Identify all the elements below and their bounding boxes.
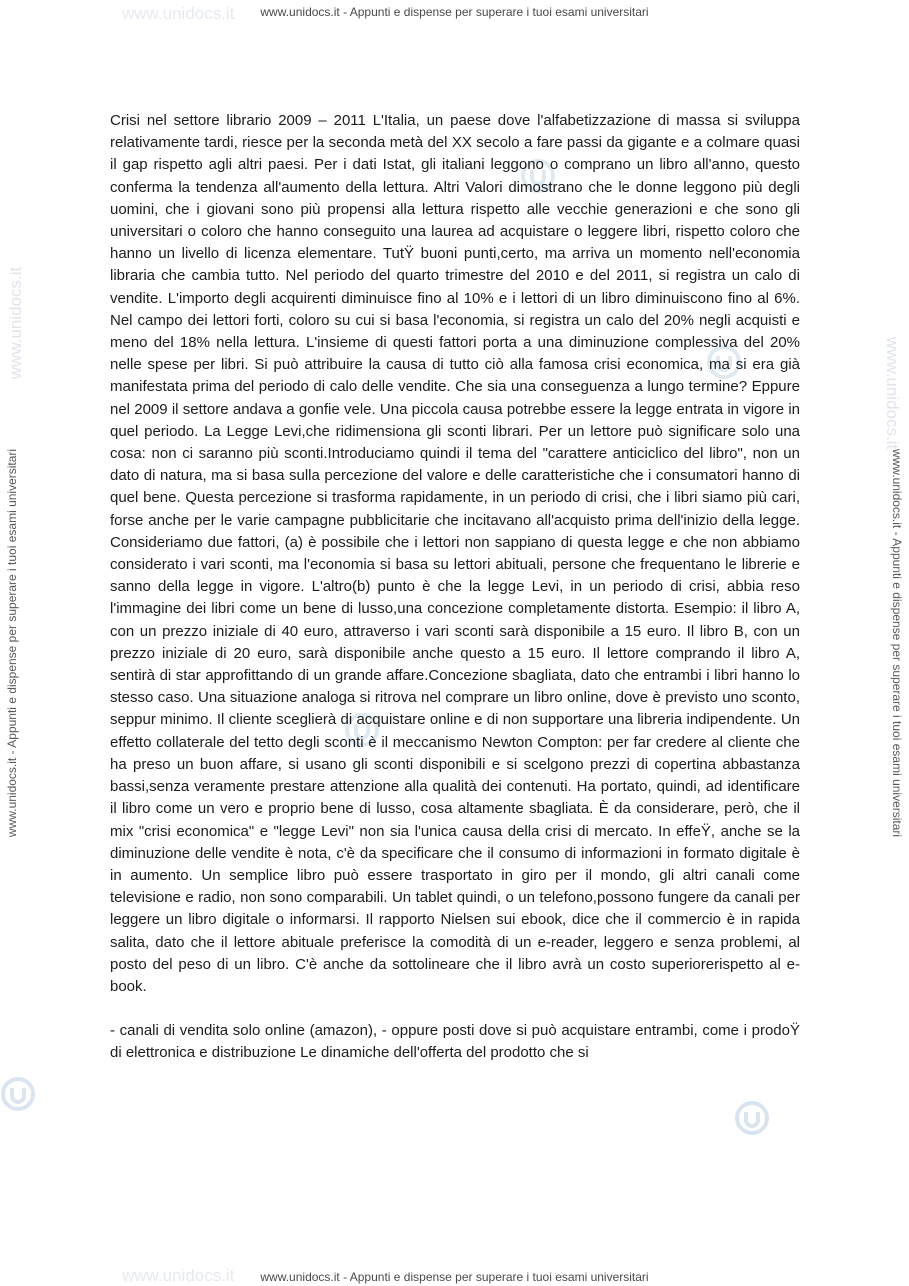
right-side-watermark: www.unidocs.it - Appunti e dispense per superare i tuoi esami universitari	[890, 448, 904, 838]
header-watermark: www.unidocs.it - Appunti e dispense per superare i tuoi esami universitari	[260, 5, 649, 19]
left-ghost-watermark: www.unidocs.it	[6, 266, 25, 380]
unidocs-logo-icon	[0, 1076, 36, 1112]
left-side-watermark: www.unidocs.it - Appunti e dispense per superare i tuoi esami universitari	[5, 448, 19, 838]
document-body	[110, 110, 800, 1065]
ghost-watermark-top-left: www.unidocs.it	[122, 4, 235, 23]
body-paragraph: Crisi nel settore librario 2009 – 2011 L'Italia, un paese dove l'alfabetizzazione di massa si sviluppa relativamente tardi, riesce per la seconda metà del XX secolo a fare passi da gigante e a colmare quasi il gap rispetto agli altri paesi. Per i dati Istat, gli italiani leggono o comprano un libro all'anno, questo conferma la tendenza all'aumento della lettura. Altri Valori dimostrano che le donne leggono più degli uomini, che i giovani sono più propensi alla lettura rispetto alle vecchie generazioni e che sono gli universitari o coloro che hanno conseguito una laurea ad acquistare o leggere libri, rispetto coloro che hanno un livello di licenza elementare. TutŸ buoni punti,certo, ma arriva un momento nell'economia libraria che cambia tutto. Nel periodo del quarto trimestre del 2010 e del 2011, si registra un calo di vendite. L'importo degli acquirenti diminuisce fino al 10% e i lettori di un libro diminuiscono fino al 6%. Nel campo dei lettori forti, coloro su cui si basa l'economia, si registra un calo del 20% negli acquisti e meno del 18% nella lettura. L'insieme di questi fattori porta a una diminuzione complessiva del 20% nelle spese per libri. Si può attribuire la causa di tutto ciò alla famosa crisi economica, ma si era già manifestata prima del periodo di calo delle vendite. Che sia una conseguenza a lungo termine? Eppure nel 2009 il settore andava a gonfie vele. Una piccola causa potrebbe essere la legge entrata in vigore in quel periodo. La Legge Levi,che ridimensiona gli sconti librari. Per un lettore può significare solo una cosa: non ci saranno più sconti.Introduciamo quindi il tema del "carattere anticiclico del libro", non un dato di natura, ma si basa sulla percezione del valore e delle caratteristiche che i consumatori hanno di quel bene. Questa percezione si trasforma rapidamente, in un periodo di crisi, che i libri siamo più cari, forse anche per le varie campagne pubblicitarie che incitavano all'acquisto prima dell'inizio della legge. Consideriamo due fattori, (a) è possibile che i lettori non sappiano di questa legge e che non abbiamo considerato i vari sconti, ma l'economia si basa su lettori abituali, persone che frequentano le librerie e sanno della legge in vigore. L'altro(b) punto è che la legge Levi, in un periodo di crisi, abbia reso l'immagine dei libri come un bene di lusso,una concezione completamente distorta. Esempio: il libro A, con un prezzo iniziale di 40 euro, attraverso i vari sconti sarà disponibile a 15 euro. Il libro B, con un prezzo iniziale di 20 euro, sarà disponibile anche questo a 15 euro. Il lettore comprando il libro A, sentirà di star approfittando di un grande affare.Concezione sbagliata, dato che entrambi i libri hanno lo stesso caso. Una situazione analoga si ritrova nel comprare un libro online, dove è previsto uno sconto, seppur minimo. Il cliente sceglierà di acquistare online e di non supportare una libreria indipendente. Un effetto collaterale del tetto degli sconti è il meccanismo Newton Compton: per far credere al cliente che ha preso un buon affare, si usano gli sconti disponibili e si scelgono prezzi di copertina abbastanza bassi,senza veramente prestare attenzione alla qualità dei contenuti. Ha portato, quindi, ad identificare il libro come un vero e proprio bene di lusso, cosa altamente sbagliata. È da considerare, però, che il mix "crisi economica" e "legge Levi" non sia l'unica causa della crisi di mercato. In effeŸ, anche se la diminuzione delle vendite è nota, c'è da specificare che il consumo di informazioni in formato digitale è in aumento. Un semplice libro può essere trasportato in giro per il mondo, gli altri canali come televisione e radio, non sono comparabili. Un tablet quindi, o un telefono,possono fungere da canali per leggere un libro digitale o informarsi. Il rapporto Nielsen sui ebook, dice che il commercio è in rapida salita, dato che il lettore abituale preferisce la comodità di un e-reader, leggero e senza problemi, al posto del peso di un libro. C'è anche da sottolineare che il libro avrà un costo superiorerispetto al e-book.	[110, 112, 800, 995]
unidocs-logo-icon	[734, 1100, 770, 1136]
body-paragraph: - canali di vendita solo online (amazon), - oppure posti dove si può acquistare entrambi, come i prodoŸ di elettronica e distribuzione Le dinamiche dell'offerta del prodotto che si	[110, 1022, 800, 1062]
ghost-watermark-bottom-left: www.unidocs.it	[122, 1266, 235, 1285]
footer-watermark: www.unidocs.it - Appunti e dispense per superare i tuoi esami universitari	[260, 1270, 649, 1284]
right-ghost-watermark: www.unidocs.it	[883, 336, 902, 450]
